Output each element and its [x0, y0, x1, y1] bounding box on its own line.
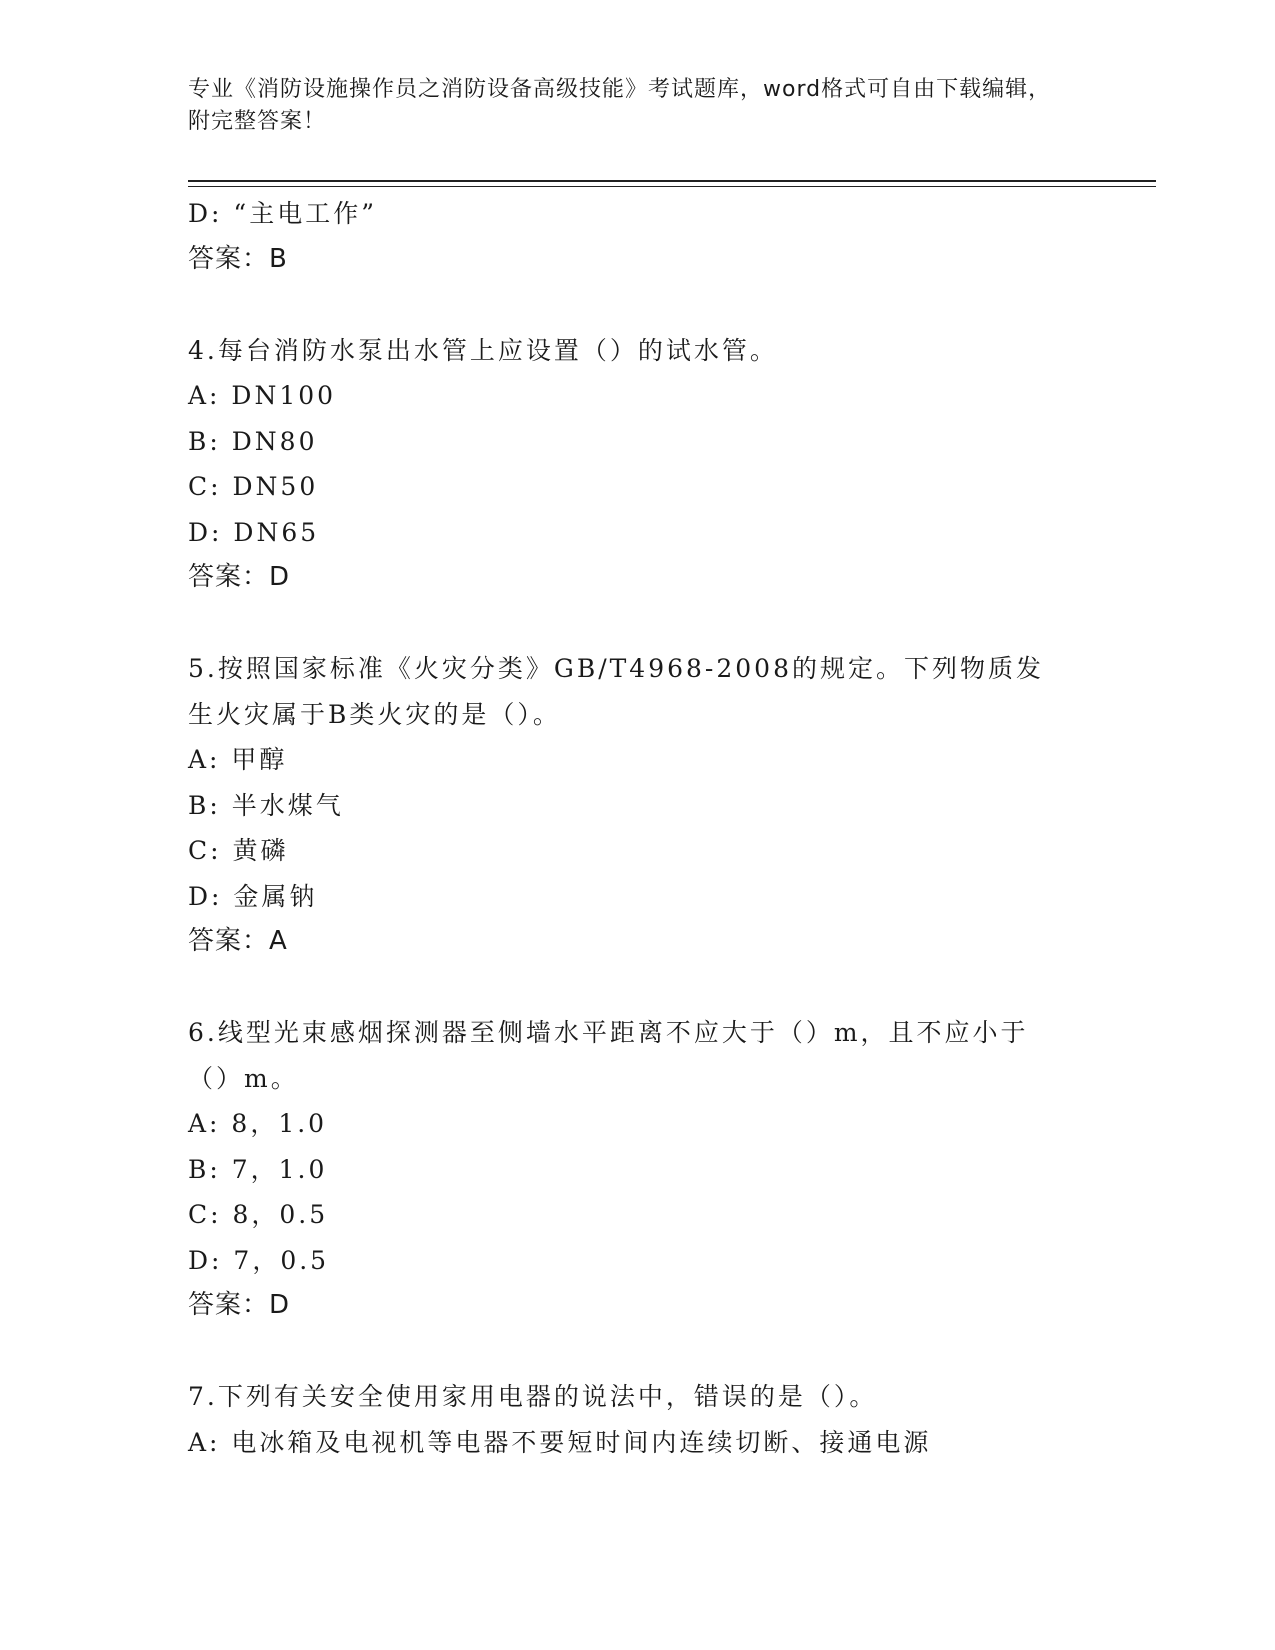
question-list — [188, 191, 1128, 1465]
answer: 答案：D — [188, 562, 291, 592]
spacer — [188, 601, 1128, 647]
question-5 — [188, 646, 1128, 965]
header-rule-thin — [188, 186, 1156, 187]
spacer — [188, 965, 1128, 1011]
option-d: D: 金属钠 — [188, 881, 318, 911]
question-4 — [188, 328, 1128, 601]
question-stem: 5.按照国家标准《火灾分类》GB/T4968-2008的规定。下列物质发生火灾属于B类火灾的是（）。 — [188, 654, 1044, 729]
spacer — [188, 282, 1128, 328]
option-c: C: 黄磷 — [188, 836, 289, 865]
option-c: C: 8，0.5 — [188, 1200, 329, 1229]
option-b: B: 半水煤气 — [188, 790, 344, 820]
answer: 答案：D — [188, 1290, 291, 1320]
option-d: D: DN65 — [188, 517, 320, 547]
question-stem: 4.每台消防水泵出水管上应设置（）的试水管。 — [188, 335, 778, 365]
option-b: B: DN80 — [188, 426, 318, 456]
option-c: C: DN50 — [188, 472, 319, 501]
question-7 — [188, 1374, 1128, 1465]
question-stem: 7.下列有关安全使用家用电器的说法中，错误的是（）。 — [188, 1382, 878, 1411]
option-a: A: DN100 — [188, 381, 337, 410]
option-a: A: 8，1.0 — [188, 1109, 328, 1138]
header-rule-thick — [188, 180, 1156, 182]
answer: 答案：B — [188, 243, 288, 274]
answer: 答案：A — [188, 926, 288, 956]
option-b: B: 7，1.0 — [188, 1154, 328, 1184]
page-header: 专业《消防设施操作员之消防设备高级技能》考试题库，word格式可自由下载编辑，附完整答案！ — [188, 77, 1052, 134]
option-a: A: 甲醇 — [188, 745, 288, 774]
question-6 — [188, 1010, 1128, 1329]
question-stem: 6.线型光束感烟探测器至侧墙水平距离不应大于（）m，且不应小于（）m。 — [188, 1018, 1029, 1093]
spacer — [188, 1329, 1128, 1375]
option-a: A: 电冰箱及电视机等电器不要短时间内连续切断、接通电源 — [188, 1427, 932, 1457]
option-d: D: 7，0.5 — [188, 1245, 330, 1275]
option-d: D: “主电工作” — [188, 199, 377, 228]
